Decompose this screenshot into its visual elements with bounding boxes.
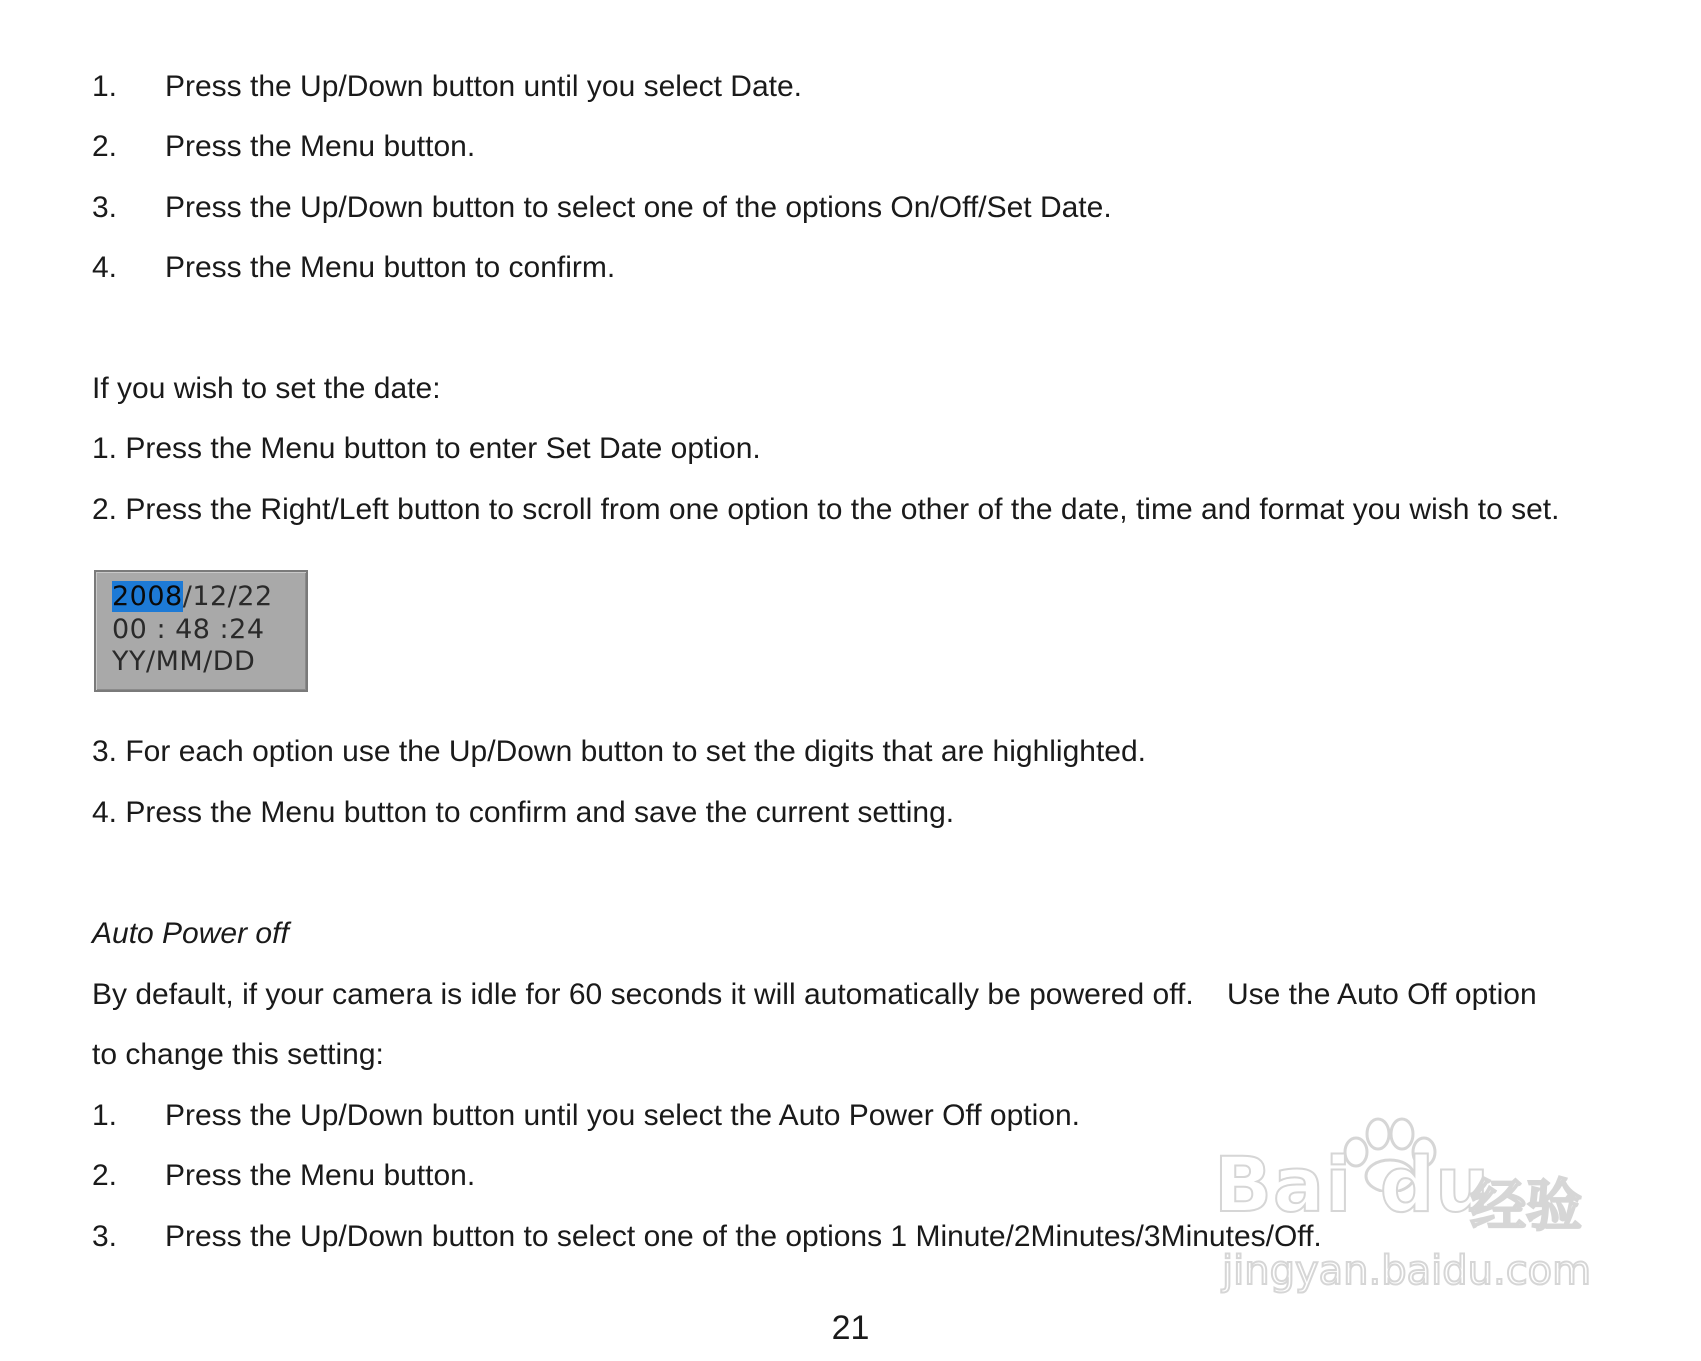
step-text: Press the Menu button to confirm. bbox=[165, 251, 616, 284]
baidu-watermark bbox=[1208, 1112, 1608, 1312]
lcd-time-row: 00 : 48 :24 bbox=[112, 614, 265, 645]
lcd-date-row bbox=[112, 581, 273, 613]
set-date-intro: If you wish to set the date: bbox=[92, 372, 441, 405]
date-lcd-screen bbox=[94, 570, 308, 692]
auto-power-paragraph-line-2: to change this setting: bbox=[92, 1038, 384, 1071]
step-number: 2. bbox=[92, 1159, 118, 1192]
step-text: Press the Menu button. bbox=[165, 130, 476, 163]
step-text: Press the Up/Down button to select one of the options On/Off/Set Date. bbox=[165, 191, 1112, 224]
lcd-format-row: YY/MM/DD bbox=[112, 646, 256, 677]
set-date-step-4: 4. Press the Menu button to confirm and save the current setting. bbox=[92, 796, 955, 829]
set-date-step-3: 3. For each option use the Up/Down button to set the digits that are highlighted. bbox=[92, 735, 1146, 768]
watermark-url: jingyan.baidu.com bbox=[1222, 1248, 1592, 1294]
set-date-step-1: 1. Press the Menu button to enter Set Date option. bbox=[92, 432, 761, 465]
lcd-year-highlight: 2008 bbox=[112, 581, 183, 612]
step-number: 4. bbox=[92, 251, 118, 284]
step-text: Press the Up/Down button to select one of the options 1 Minute/2Minutes/3Minutes/Off. bbox=[165, 1220, 1322, 1253]
auto-power-paragraph-line-1: By default, if your camera is idle for 60 seconds it will automatically be powered off. Use the Auto Off option bbox=[92, 978, 1537, 1011]
section-heading: Auto Power off bbox=[92, 917, 289, 950]
step-text: Press the Up/Down button until you select the Auto Power Off option. bbox=[165, 1099, 1080, 1132]
watermark-chinese-text: 经验 bbox=[1470, 1174, 1582, 1239]
step-text: Press the Up/Down button until you select Date. bbox=[165, 70, 803, 103]
lcd-date-rest: /12/22 bbox=[182, 581, 273, 612]
page-number: 21 bbox=[831, 1309, 870, 1347]
step-number: 1. bbox=[92, 1099, 118, 1132]
step-text: Press the Menu button. bbox=[165, 1159, 476, 1192]
set-date-step-2: 2. Press the Right/Left button to scroll from one option to the other of the date, time and format you wish to set. bbox=[92, 493, 1560, 526]
step-number: 3. bbox=[92, 191, 118, 224]
step-number: 2. bbox=[92, 130, 118, 163]
step-number: 1. bbox=[92, 70, 118, 103]
step-number: 3. bbox=[92, 1220, 118, 1253]
watermark-logo-text: Bai du bbox=[1214, 1140, 1491, 1229]
